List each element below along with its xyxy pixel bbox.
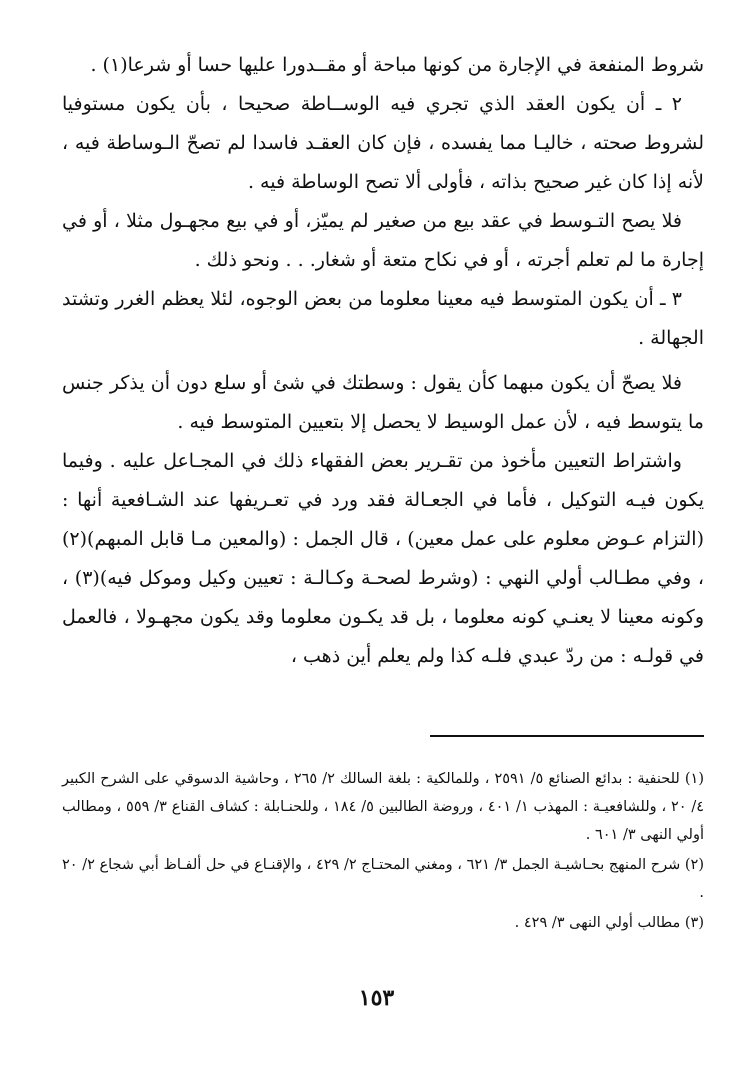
footnote-1: (١) للحنفية : بدائع الصنائع ٥/ ٢٥٩١ ، وللمالكية : بلغة السالك ٢/ ٢٦٥ ، وحاشية الدسوقي على الشرح الكبير ٤/ ٢٠ ، وللشافعيـة : المهذب ١/ ٤٠١ ، وروضة الطالبين ٥/ ١٨٤ ، وللحنـابلة : كشاف القناع ٣/ ٥٥٩ ، ومطالب أولي النهى ٣/ ٦٠١ . (62, 771, 705, 843)
main-text (62, 46, 704, 676)
footnote-2: (٢) شرح المنهج بحـاشيـة الجمل ٣/ ٦٢١ ، ومغني المحتـاج ٢/ ٤٢٩ ، والإقنـاع في حل ألفـاظ أبي شجاع ٢/ ٢٠ . (62, 857, 704, 901)
footnotes (62, 765, 704, 939)
footnote-divider (430, 735, 704, 737)
paragraph-condition-2: ٢ ـ أن يكون العقد الذي تجري فيه الوســاطة صحيحا ، بأن يكون مستوفيا لشروط صحته ، خاليـا مما يفسده ، فإن كان العقـد فاسدا لم تصحّ الـوساطة فيه ، لأنه إذا كان غير صحيح بذاته ، فأولى ألا تصح الوساطة فيه . (62, 93, 704, 193)
paragraph-continuation: شروط المنفعة في الإجارة من كونها مباحة أو مقــدورا عليها حسا أو شرعا(١) . (90, 54, 704, 76)
page-number: ١٥٣ (358, 985, 395, 1011)
paragraph-specification-source: واشتراط التعيين مأخوذ من تقـرير بعض الفقهاء ذلك في المجـاعل عليه . وفيما يكون فيـه التوكيل ، فأما في الجعـالة فقد ورد في تعـريفها عند الشـافعية أنها : (التزام عـوض معلوم على عمل معين) ، قال الجمل : (والمعين مـا قابل المبهم)(٢) ، وفي مطـالب أولي النهي : (وشرط لصحـة وكـالـة : تعيين وكيل وموكل فيه)(٣) ، وكونه معينا لا يعنـي كونه معلوما ، بل قد يكـون معلوما وقد يكون مجهـولا ، فالعمل في قولـه : من ردّ عبدي فلـه كذا ولم يعلم أين ذهب ، (62, 450, 704, 667)
paragraph-condition-3: ٣ ـ أن يكون المتوسط فيه معينا معلوما من بعض الوجوه، لئلا يعظم الغرر وتشتد الجهالة . (62, 288, 704, 349)
footnote-3: (٣) مطالب أولي النهى ٣/ ٤٢٩ . (514, 915, 704, 931)
paragraph-example-invalid-contracts: فلا يصح التـوسط في عقد بيع من صغير لم يميّز، أو في بيع مجهـول مثلا ، أو في إجارة ما لم تعلم أجرته ، أو في نكاح متعة أو شغار. . . ونحو ذلك . (62, 210, 704, 271)
paragraph-example-vague: فلا يصحّ أن يكون مبهما كأن يقول : وسطتك في شئ أو سلع دون أن يذكر جنس ما يتوسط فيه ، لأن عمل الوسيط لا يحصل إلا بتعيين المتوسط فيه . (62, 372, 704, 433)
